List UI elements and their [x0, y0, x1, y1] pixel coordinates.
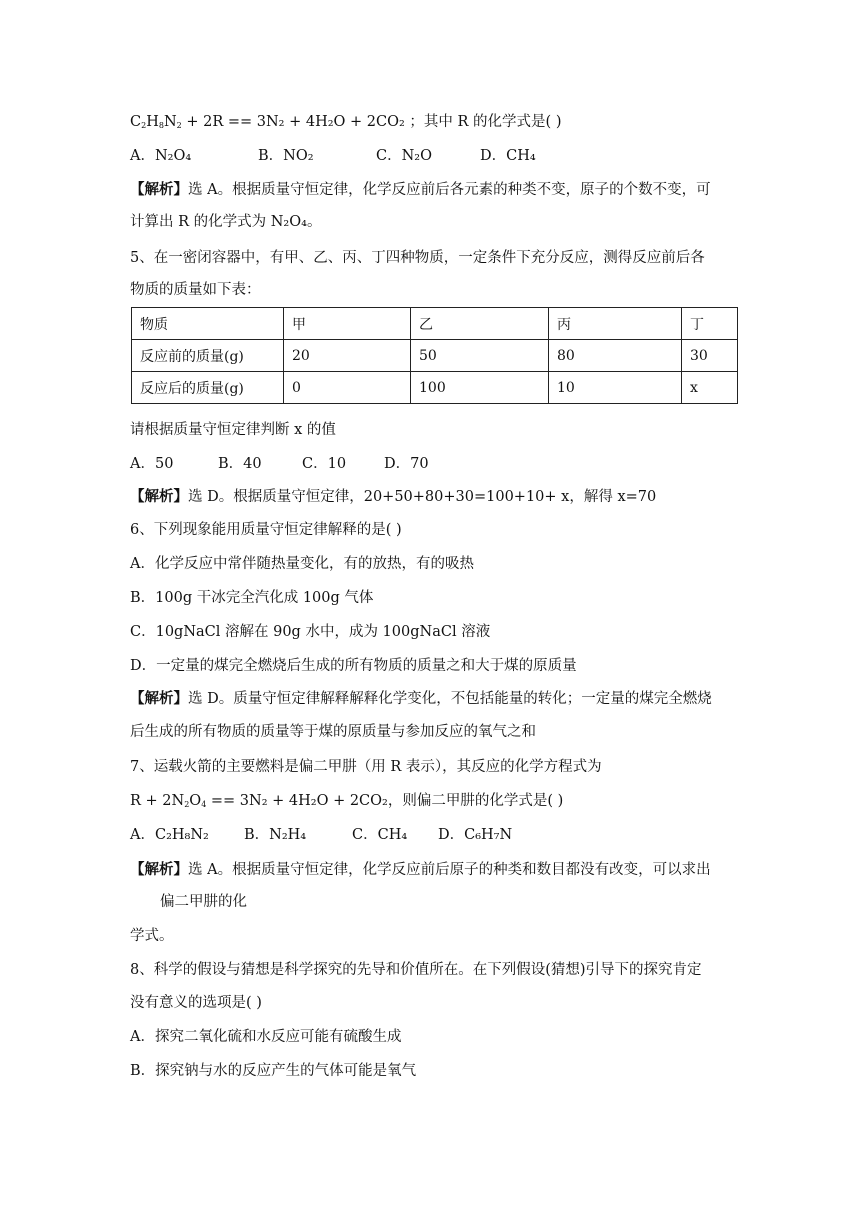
q4-option-c: C．N₂O	[376, 148, 432, 164]
q5-options	[130, 454, 429, 474]
table-header-cell: 甲	[284, 308, 411, 340]
q6-analysis-text-1: 选 D。质量守恒定律解释解释化学变化，不包括能量的转化；一定量的煤完全燃烧	[188, 691, 712, 707]
q7-analysis-line-1	[130, 860, 711, 880]
table-cell: 100	[411, 372, 549, 404]
q6-option-c: C．10gNaCl 溶解在 90g 水中，成为 100gNaCl 溶液	[130, 624, 491, 640]
q6-option-b: B．100g 干冰完全汽化成 100g 气体	[130, 590, 374, 606]
q6-stem: 6、下列现象能用质量守恒定律解释的是( )	[130, 522, 402, 538]
q4-equation-tail: + 2R == 3N₂ + 4H₂O + 2CO₂ ；其中 R 的化学式是( )	[181, 114, 562, 130]
q4-option-d: D．CH₄	[480, 148, 536, 164]
q4-option-a: A．N₂O₄	[130, 148, 192, 164]
q6-analysis-line-1	[130, 689, 712, 709]
q8-stem-line-1: 8、科学的假设与猜想是科学探究的先导和价值所在。在下列假设(猜想)引导下的探究肯定	[130, 962, 702, 978]
q7-analysis-line-3: 学式。	[130, 928, 174, 944]
q5-option-c: C．10	[302, 456, 347, 472]
table-cell: 20	[284, 340, 411, 372]
table-header-row	[132, 308, 738, 340]
q7-options	[130, 825, 512, 845]
q7-option-c: C．CH₄	[352, 827, 408, 843]
table-cell: 反应前的质量(g)	[132, 340, 284, 372]
table-cell: 50	[411, 340, 549, 372]
q4-options	[130, 146, 536, 166]
q4-analysis-text-1: 选 A。根据质量守恒定律，化学反应前后各元素的种类不变，原子的个数不变，可	[188, 182, 711, 198]
table-header-cell: 物质	[132, 308, 284, 340]
table-cell: x	[682, 372, 738, 404]
q5-option-b: B．40	[218, 456, 262, 472]
q6-option-a: A．化学反应中常伴随热量变化，有的放热，有的吸热	[130, 556, 474, 572]
q7-equation-rest: == 3N₂ + 4H₂O + 2CO₂，则偏二甲肼的化学式是( )	[210, 793, 564, 809]
q7-stem: 7、运载火箭的主要燃料是偏二甲肼（用 R 表示），其反应的化学方程式为	[130, 759, 602, 775]
q5-stem-line-1: 5、在一密闭容器中，有甲、乙、丙、丁四种物质，一定条件下充分反应，测得反应前后各	[130, 250, 705, 266]
q8-option-a: A．探究二氧化硫和水反应可能有硫酸生成	[130, 1029, 402, 1045]
table-cell: 0	[284, 372, 411, 404]
q4-analysis-line-2: 计算出 R 的化学式为 N₂O₄。	[130, 214, 322, 230]
q5-analysis	[130, 487, 656, 507]
q5-mass-table	[131, 307, 738, 404]
table-cell: 反应后的质量(g)	[132, 372, 284, 404]
table-cell: 80	[549, 340, 682, 372]
q5-stem-line-2: 物质的质量如下表：	[130, 282, 261, 298]
q7-option-b: B．N₂H₄	[244, 827, 307, 843]
q7-analysis-text-1: 选 A。根据质量守恒定律，化学反应前后原子的种类和数目都没有改变，可以求出	[188, 862, 711, 878]
table-row	[132, 340, 738, 372]
q4-analysis-tag: 【解析】	[130, 181, 188, 198]
table-cell: 10	[549, 372, 682, 404]
q7-analysis-tag: 【解析】	[130, 861, 188, 878]
table-header-cell: 乙	[411, 308, 549, 340]
q8-option-b: B．探究钠与水的反应产生的气体可能是氧气	[130, 1063, 417, 1079]
q5-analysis-text: 选 D。根据质量守恒定律，20+50+80+30=100+10+ x，解得 x=70	[188, 489, 657, 505]
q7-equation: $R + 2N_2O_4 == 3N_2 + 4H_2O + 2CO_2$，则偏二甲肼的化学式是( )	[130, 793, 564, 809]
q7-option-d: D．C₆H₇N	[438, 827, 513, 843]
q4-equation: $C_2H_8N_2 + 2R == 3N_2 + 4H_2O + 2CO_2$ ；其中 R 的化学式是( )	[130, 114, 562, 130]
table-cell: 30	[682, 340, 738, 372]
q7-option-a: A．C₂H₈N₂	[130, 827, 209, 843]
q7-analysis-line-2: 偏二甲肼的化	[160, 894, 247, 910]
q5-option-a: A．50	[130, 456, 174, 472]
q6-option-d: D．一定量的煤完全燃烧后生成的所有物质的质量之和大于煤的原质量	[130, 658, 577, 674]
q8-stem-line-2: 没有意义的选项是( )	[130, 995, 262, 1011]
q5-option-d: D．70	[384, 456, 429, 472]
q4-analysis-line-1	[130, 180, 711, 200]
table-row	[132, 372, 738, 404]
q6-analysis-line-2: 后生成的所有物质的质量等于煤的原质量与参加反应的氧气之和	[130, 724, 536, 740]
q5-question: 请根据质量守恒定律判断 x 的值	[130, 422, 336, 438]
q6-analysis-tag: 【解析】	[130, 690, 188, 707]
table-header-cell: 丙	[549, 308, 682, 340]
table-header-cell: 丁	[682, 308, 738, 340]
q4-option-b: B．NO₂	[258, 148, 314, 164]
q5-analysis-tag: 【解析】	[130, 488, 188, 505]
